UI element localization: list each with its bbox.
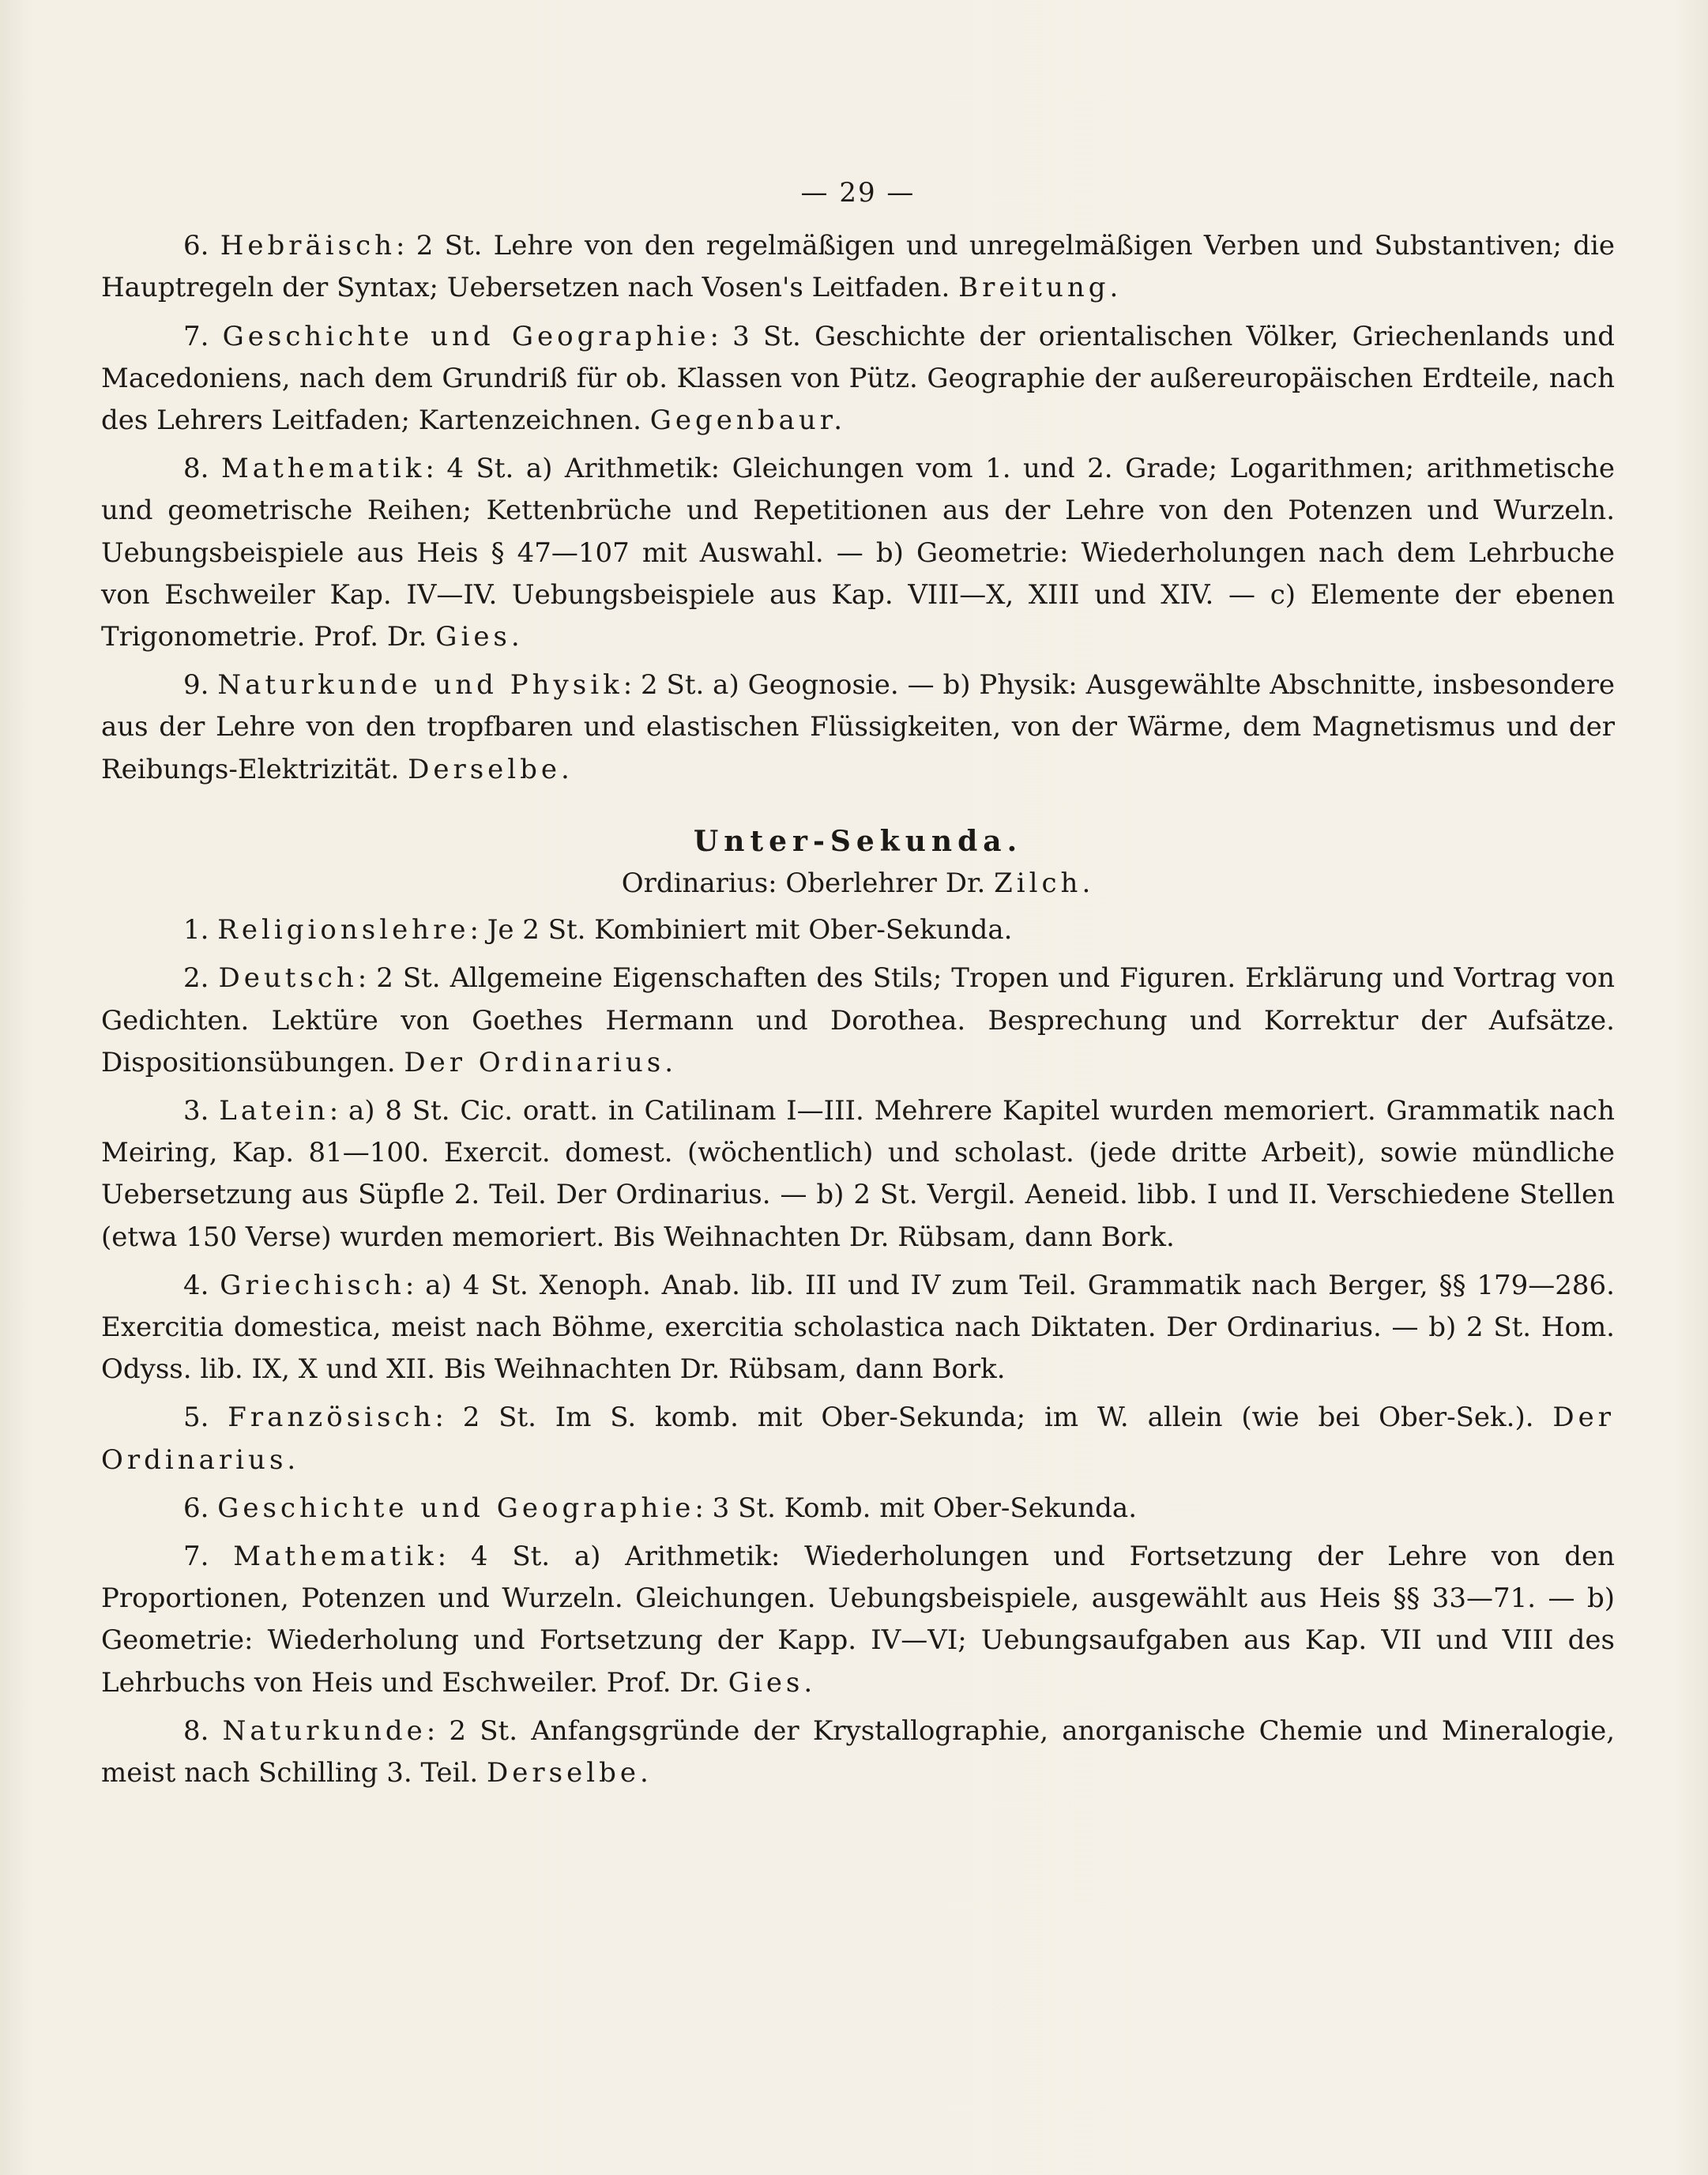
item-number: 6. [183,1492,209,1524]
subject-text: : Je 2 St. Kombiniert mit Ober-Sekunda. [469,914,1013,946]
subject-text: : 3 St. Geschichte der orientalischen Völker, Griechenlands und Macedoniens, nach dem Grundriß für ob. Klassen von Pütz. Geographie der außereuropäischen Erdteile, nach des Lehrers Leitfaden; Kartenzeichnen. [101,320,1615,436]
subject-paragraph [101,1397,1615,1481]
teacher-name: Derselbe. [487,1757,653,1789]
upper-section [101,225,1615,791]
ordinarius-label: Ordinarius: Oberlehrer Dr. [621,867,986,900]
subject-paragraph [101,225,1615,309]
item-number: 6. [183,230,209,262]
subject-paragraph [101,1488,1615,1530]
text-block [101,172,1615,1794]
lower-section [101,909,1615,1794]
subject-name: Griechisch [220,1269,405,1301]
subject-name: Mathematik [220,453,426,485]
subject-name: Mathematik [233,1541,438,1573]
item-number: 7. [183,320,209,352]
item-number: 8. [183,453,209,485]
subject-text: : 2 St. a) Geognosie. — b) Physik: Ausgewählte Abschnitte, insbesondere aus der Lehre von den tropfbaren und elastischen Flüssigkeiten, von der Wärme, dem Magnetismus und der Reibungs-Elektrizität. [101,669,1615,785]
subject-name: Deutsch [218,962,358,995]
subject-paragraph [101,1536,1615,1704]
item-number: 8. [183,1714,209,1747]
item-number: 7. [183,1541,209,1573]
subject-name: Geschichte und Geographie [222,320,710,352]
subject-text: : 2 St. Allgemeine Eigenschaften des Stils; Tropen und Figuren. Erklärung und Vortrag von Gedichten. Lektüre von Goethes Hermann und Dorothea. Besprechung und Korrektur der Aufsätze. Dispositionsübungen. [101,962,1615,1078]
subject-name: Französisch [228,1402,435,1434]
teacher-name: Breitung. [958,272,1123,304]
item-number: 2. [183,962,209,995]
teacher-name: Der Ordinarius. [404,1046,678,1078]
item-number: 5. [183,1402,209,1434]
subject-name: Hebräisch [220,230,397,262]
section-heading: Unter-Sekunda. [693,824,1023,858]
ordinarius-name: Zilch. [994,867,1095,900]
subject-paragraph [101,1710,1615,1794]
subject-name: Geschichte und Geographie [217,1492,695,1524]
subject-name: Naturkunde [222,1714,427,1747]
subject-paragraph [101,664,1615,791]
teacher-name: Gegenbaur. [649,405,847,436]
subject-paragraph [101,1265,1615,1391]
subject-paragraph [101,1090,1615,1259]
item-number: 4. [183,1269,209,1301]
subject-paragraph [101,448,1615,658]
teacher-name: Gies. [728,1666,817,1699]
subject-text: : a) 4 St. Xenoph. Anab. lib. III und IV zum Teil. Grammatik nach Berger, §§ 179—286. Exercitia domestica, meist nach Böhme, exercitia scholastica nach Diktaten. Der Ordinarius. — b) 2 St. Hom. Odyss. lib. IX, X und XII. Bis Weihnachten Dr. Rübsam, dann Bork. [101,1269,1615,1386]
subject-text: : 2 St. Anfangsgründe der Krystallographie, anorganische Chemie und Mineralogie, meist nach Schilling 3. Teil. [101,1714,1616,1789]
subject-text: : 3 St. Komb. mit Ober-Sekunda. [694,1492,1137,1524]
teacher-name: Der Ordinarius. [101,1402,1615,1476]
subject-paragraph [101,909,1615,951]
subject-paragraph [101,316,1615,442]
subject-text: : a) 8 St. Cic. oratt. in Catilinam I—III. Mehrere Kapitel wurden memoriert. Grammatik nach Meiring, Kap. 81—100. Exercit. domest. (wöchentlich) und scholast. (jede dritte Arbeit), sowie mündliche Uebersetzung aus Süpfle 2. Teil. Der Ordinarius. — b) 2 St. Vergil. Aeneid. libb. I und II. Verschiedene Stellen (etwa 150 Verse) wurden memoriert. Bis Weihnachten Dr. Rübsam, dann Bork. [101,1095,1615,1253]
item-number: 3. [183,1095,209,1127]
subject-name: Religionslehre [217,914,470,946]
subject-name: Latein [219,1095,329,1127]
subject-text: : 2 St. Im S. komb. mit Ober-Sekunda; im W. allein (wie bei Ober-Sek.). [435,1402,1534,1434]
page-number: — 29 — [800,177,916,209]
subject-paragraph [101,958,1615,1084]
subject-text: : 2 St. Lehre von den regelmäßigen und unregelmäßigen Verben und Substantiven; die Hauptregeln der Syntax; Uebersetzen nach Vosen's Leitfaden. [101,230,1615,304]
item-number: 9. [183,669,209,702]
teacher-name: Derselbe. [408,753,574,785]
subject-name: Naturkunde und Physik [217,669,623,702]
teacher-name: Gies. [435,621,524,653]
ordinarius-line [101,863,1615,905]
item-number: 1. [183,914,209,946]
subject-text: : 4 St. a) Arithmetik: Gleichungen vom 1. und 2. Grade; Logarithmen; arithmetische und geometrische Reihen; Kettenbrüche und Repetitionen aus der Lehre von den Potenzen und Wurzeln. Uebungsbeispiele aus Heis § 47—107 mit Auswahl. — b) Geometrie: Wiederholungen nach dem Lehrbuche von Eschweiler Kap. IV—IV. Uebungsbeispiele aus Kap. VIII—X, XIII und XIV. — c) Elemente der ebenen Trigonometrie. Prof. Dr. [101,453,1615,653]
subject-text: : 4 St. a) Arithmetik: Wiederholungen und Fortsetzung der Lehre von den Proportionen, Potenzen und Wurzeln. Gleichungen. Uebungsbeispiele, ausgewählt aus Heis §§ 33—71. — b) Geometrie: Wiederholung und Fortsetzung der Kapp. IV—VI; Uebungsaufgaben aus Kap. VII und VIII des Lehrbuchs von Heis und Eschweiler. Prof. Dr. [101,1541,1616,1699]
